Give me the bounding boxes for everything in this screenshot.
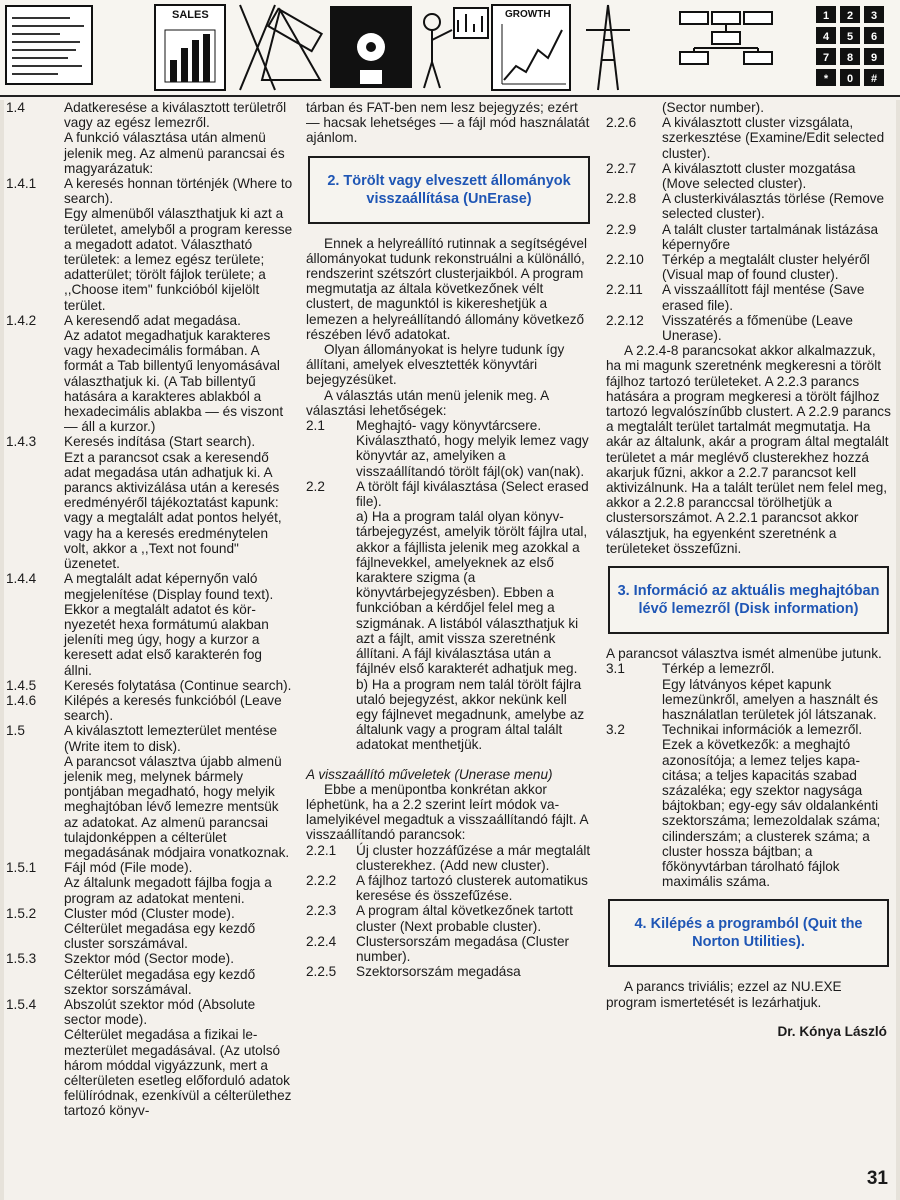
subsection-heading: A visszaállító műveletek (Unerase menu) [306,766,553,782]
item-description: Célterület megadása egy kezdő szektor sorszámával. [64,966,256,997]
section-heading-3: 3. Információ az aktuális meghajtóban lévő lemezről (Disk information) [608,566,889,634]
keypad-key-label: 8 [846,52,854,64]
org-chart-icon [680,12,772,64]
item-description: A parancsot választva újabb almenü jelenik meg, melynek bármely pontjában megadható, hogy melyik meghajtóban lévő lemezre mentsük az adatokat. Az almenü parancsai tulajdonképpen a célterület megadásának módjaira vonatkoznak. [64,753,290,860]
banner-art [0,0,900,95]
item-description: Ezt a parancsot csak a keresendő adat megadása után adhatjuk ki. A parancs aktivizálása után a keresés eredményéről tájékoztatást kapunk: vagy a megtalált adat pontos helyét, vagy ha a keresés eredménytelen volt, akkor a ,,Text not found" üzenetet. [64,449,282,572]
list-item: 1.5 A kiválasztott lemezterület mentése (Write item to disk). [6,723,278,754]
list-item: 2.2.12 Visszatérés a főmenübe (Leave Unerase). [606,312,853,344]
keypad-icon [816,6,884,86]
paragraph: A parancs triviális; ezzel az NU.EXE program ismertetését is lezárhatjuk. [606,979,842,1010]
paragraph: A parancsot választva ismét almenübe jutunk. [606,646,882,662]
list-item: 2.2.5 Szektorsorszám megadása [306,964,521,980]
list-item: 2.2.9 A talált cluster tartalmának listázása képernyőre [606,221,879,252]
list-item: 2.2.1 Új cluster hozzáfűzése a már megtalált clusterekhez. (Add new cluster). [306,842,591,873]
list-item: 2.2.3 A program által következőnek tartott cluster (Next probable cluster). [306,903,573,934]
growth-label: GROWTH [505,9,551,20]
item-description: Az adatot megadhatjuk karakteres vagy hexadecimális formában. A formát a Tab billentyű lenyomásával választhatjuk ki. (A Tab billentyű hatására a karakteres ablakból a hexadecimális ablakba — és viszont — áll a kurzor.) [64,328,284,435]
list-item: 1.4.1 A keresés honnan történjék (Where to search). [6,176,293,207]
list-item: 2.2 A törölt fájl kiválasztása (Select erased file). [306,478,589,510]
keypad-key-label: 5 [846,31,854,43]
keypad-key-label: 2 [846,10,854,22]
list-item: 3.2 Technikai információk a lemezről. [606,722,863,738]
article-page [0,100,900,1200]
drafting-tools-icon [240,5,322,90]
list-item: 1.4.5 Keresés folytatása (Continue search). [6,677,292,693]
item-description: Kiválasztható, hogy melyik lemez vagy könyvtár az, amelyiken a visszaállítandó törölt fájl(ok) van(nak). [356,433,589,479]
header-illustration-banner [0,0,900,97]
keypad-key-label: 7 [822,52,830,64]
item-description: Ekkor a megtalált adatot és környezetét hexa formátumú alakban jeleníti meg úgy, hogy a kurzor a keresett adat első karakterén fog állni. [64,601,269,678]
sub-item: b) Ha a program nem talál törölt fájlra utaló bejegyzést, akkor nekünk kell egy fájlnevet megadnunk, amelybe az általunk vagy a program által talált adatokat menthetjük. [356,676,585,753]
item-description: Egy almenüből választhatjuk ki azt a területet, amelyből a program keresse a megadott adatot. Választható területek: a lemez egész területe; adatterület; törölt fájlok területe; a ,,Choose item" funkcióból kijelölt terület. [64,206,293,313]
list-item: 2.2.6 A kiválasztott cluster vizsgálata, szerkesztése (Examine/Edit selected cluster). [606,115,885,161]
paragraph: Ennek a helyreállító rutinnak a segítségével állományokat tudunk rekonstruálni a különálló, rendszerint szétszórt clusterjaikból. A program megmutatja az általa következőnek vélt clustert, de magunktól is kikereshetjük a lemezen a helyreállítandó állomány következő részében lévő adatokat. [306,235,587,342]
author-byline: Dr. Kónya László [777,1023,887,1039]
presenter-icon [424,8,488,88]
list-item: 2.2.2 A fájlhoz tartozó clusterek automatikus keresése és összefűzése. [306,872,588,904]
section-heading-2: 2. Törölt vagy elveszett állományok visszaállítása (UnErase) [308,156,590,224]
list-item: 3.1 Térkép a lemezről. [606,661,775,677]
list-item: 1.5.3 Szektor mód (Sector mode). [6,951,234,967]
page-number: 31 [866,1168,888,1189]
keypad-key-label: 9 [870,52,878,64]
item-description: (Sector number). [662,100,764,115]
list-item: 1.4.6 Kilépés a keresés funkcióból (Leave search). [6,692,282,724]
list-item: 2.2.4 Clustersorszám megadása (Cluster number). [306,933,570,964]
column-1 [6,100,293,1119]
keypad-key-label: 0 [846,73,854,85]
list-item: 2.2.10 Térkép a megtalált cluster helyéről (Visual map of found cluster). [606,252,870,283]
item-description: Célterület megadása a fizikai lemezterület megadásával. (Az utolsó három móddal vigyázzunk, mert a célterületen esetleg előforduló adatok felülíródnak, ezenkívül a célterülethez tartozó könyv- [64,1027,292,1119]
section-heading-4: 4. Kilépés a programból (Quit the Norton Utilities). [608,899,889,967]
column-3 [606,100,891,1039]
keypad-key-label: 3 [870,10,878,22]
list-item: 1.5.4 Abszolút szektor mód (Absolute sector mode). [6,996,256,1028]
paragraph: Olyan állományokat is helyre tudunk így állítani, amelyek elvesztették könyvtári bejegyzésüket. [306,342,565,388]
sub-item: a) Ha a program talál olyan könyvtárbejegyzést, amelyik törölt fájlra utal, akkor a fájllista jelenik meg azokkal a fájlnevekkel, amelyeknek az első karaktere szigma (a könyvtárbejegyzésben). Ebben a funkcióban a kérdőjel felel meg a szigmának. A listából választhatjuk ki azt a fájlt, amit vissza szeretnénk állítani. A fájl kiválasztása után a fájlnév első karakterét adhatjuk meg. [356,509,588,677]
item-description: Célterület megadása egy kezdő cluster sorszámával. [64,920,256,952]
list-item: 2.2.8 A clusterkiválasztás törlése (Remove selected cluster). [606,191,885,222]
list-item: 1.5.1 Fájl mód (File mode). [6,860,193,876]
list-item: 2.2.11 A visszaállított fájl mentése (Save erased file). [606,282,865,313]
list-item: 1.4.2 A keresendő adat megadása. [6,312,241,328]
keypad-key-label: 1 [822,10,830,22]
paragraph: Ebbe a menüpontba konkrétan akkor léphetünk, ha a 2.2 szerint leírt módok valamelyikével megadtuk a visszaállítandó fájlt. A visszaállítandó parancsok: [306,781,588,843]
paragraph: tárban és FAT-ben nem lesz bejegyzés; ezért — hacsak lehetséges — a fájl mód használatát ajánlom. [306,100,590,146]
item-description: Ezek a következők: a meghajtó azonosítója; a lemez teljes kapacitása; a teljes kapacitás szabad százaléka; egy szektor nagysága bájtokban; egy-egy sáv oldalankénti szektorszáma; lemezoldalak száma; cilinderszám; a clusterek száma; a cluster hossza bájtban; a főkönyvtárban tárolható fájlok maximális száma. [662,737,881,890]
list-item: 1.4.4 A megtalált adat képernyőn való megjelenítése (Display found text). [6,571,274,602]
sales-label: SALES [172,9,209,21]
list-item: 1.4.3 Keresés indítása (Start search). [6,434,256,450]
list-item: 2.2.7 A kiválasztott cluster mozgatása (Move selected cluster). [606,160,856,192]
list-item: 1.4 Adatkeresése a kiválasztott területről vagy az egész lemezről. [6,100,287,131]
keypad-key-label: * [823,73,829,85]
list-item: 2.1 Meghajtó- vagy könyvtárcsere. [306,418,542,434]
keypad-key-label: 4 [822,31,830,43]
paragraph: A választás után menü jelenik meg. A választási lehetőségek: [306,387,549,418]
item-description: Az általunk megadott fájlba fogja a program az adatokat menteni. [64,875,272,906]
item-description: Egy látványos képet kapunk lemezünkről, amelyen a használt és használatlan területek jól látszanak. [662,676,879,722]
column-2 [306,100,592,979]
tower-icon [586,5,630,90]
floppy-disk-icon [330,6,412,88]
list-item: 1.5.2 Cluster mód (Cluster mode). [6,905,235,921]
computer-screen-icon [6,6,92,84]
paragraph: A 2.2.4-8 parancsokat akkor alkalmazzuk, ha mi magunk szeretnénk megkeresni a törölt fájlhoz tartozó területeket. A 2.2.3 parancs hatására a program megkeresi a törölt fájlhoz tartozó legvalószínűbb clustert. A 2.2.9 parancs a megtalált terület tartalmát megmutatja. Ha akár az általunk, akár a program által megtalált területet a már meglévő clusterekhez hozzá akarjuk fűzni, akkor a 2.2.7 parancsot kell aktivizálnunk. Ha a talált terület nem felel meg, akkor a 2.2.8 paranccsal törölhetjük a clustersorszámot. A 2.2.1 parancsot akkor választjuk, ha egyenként szeretnénk a területeket összefűzni. [606,343,891,556]
keypad-key-label: 6 [870,31,878,43]
item-description: A funkció választása után almenü jelenik meg. Az almenü parancsai és magyarázatuk: [64,130,285,176]
keypad-key-label: # [870,73,878,85]
